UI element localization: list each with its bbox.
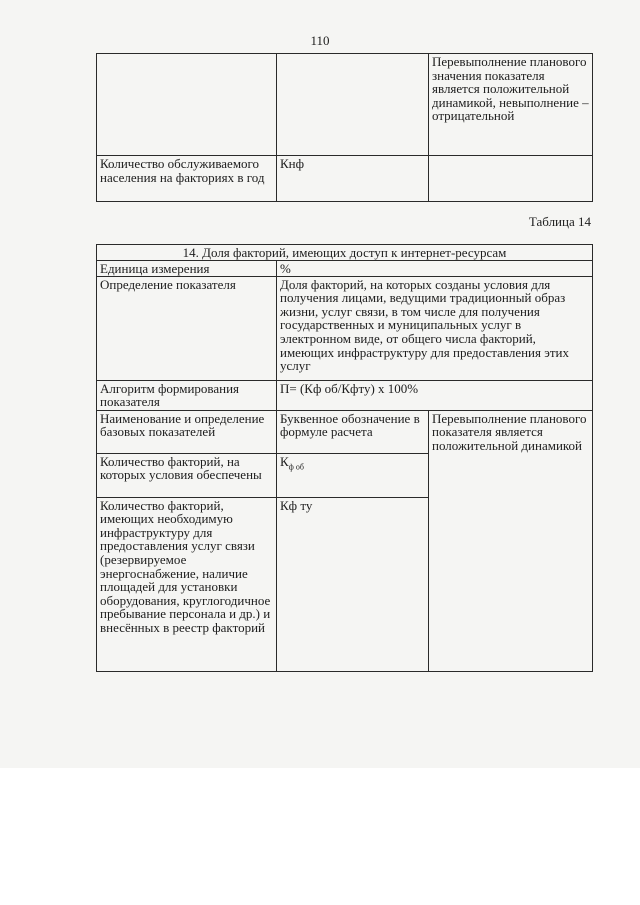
algorithm-formula: П= (Кф об/Кфту) х 100% — [277, 380, 593, 410]
page-number: 110 — [310, 33, 330, 48]
algorithm-row — [97, 380, 593, 410]
base-indicators-header-row — [97, 410, 593, 453]
symbol-main: К — [280, 453, 289, 469]
provided-posts-symbol — [277, 453, 429, 497]
population-label-cell: Количество обслуживаемого населения на факториях в год — [97, 156, 277, 202]
symbol-header: Буквенное обозначение в формуле расчета — [277, 410, 429, 453]
table-row — [97, 54, 593, 156]
table-row — [97, 156, 593, 202]
provided-posts-label: Количество факторий, на которых условия обеспечены — [97, 453, 277, 497]
algorithm-label: Алгоритм формирования показателя — [97, 380, 277, 410]
definition-row — [97, 276, 593, 380]
definition-label: Определение показателя — [97, 276, 277, 380]
table-cell — [429, 156, 593, 202]
table-caption: Таблица 14 — [528, 214, 591, 229]
infrastructure-posts-symbol: Кф ту — [277, 497, 429, 671]
symbol-subscript: ф об — [288, 462, 304, 472]
table-cell — [277, 54, 429, 156]
table-title-row — [97, 245, 593, 261]
dynamics-note-cell: Перевыполнение планового показателя является положительной динамикой — [429, 410, 593, 671]
population-symbol-cell: Кнф — [277, 156, 429, 202]
definition-value: Доля факторий, на которых созданы условия для получения лицами, ведущими традиционный образ жизни, услуг связи, в том числе для получения государственных и муниципальных услуг в электронном виде, от общего числа факторий, имеющих инфраструктуру для предоставления этих услуг — [277, 276, 593, 380]
continued-table — [96, 53, 593, 202]
table-14 — [96, 244, 593, 672]
unit-value: % — [277, 261, 593, 277]
table-cell — [97, 54, 277, 156]
table-title: 14. Доля факторий, имеющих доступ к интернет-ресурсам — [97, 245, 593, 261]
unit-row — [97, 261, 593, 277]
infrastructure-posts-label: Количество факторий, имеющих необходимую инфраструктуру для предоставления услуг связи (резервируемое энергоснабжение, наличие площадей для установки оборудования, круглогодичное пребывание персонала и др.) и внесённых в реестр факторий — [97, 497, 277, 671]
unit-label: Единица измерения — [97, 261, 277, 277]
base-indicators-label: Наименование и определение базовых показателей — [97, 410, 277, 453]
dynamics-note-cell: Перевыполнение планового значения показателя является положительной динамикой, невыполнение – отрицательной — [429, 54, 593, 156]
